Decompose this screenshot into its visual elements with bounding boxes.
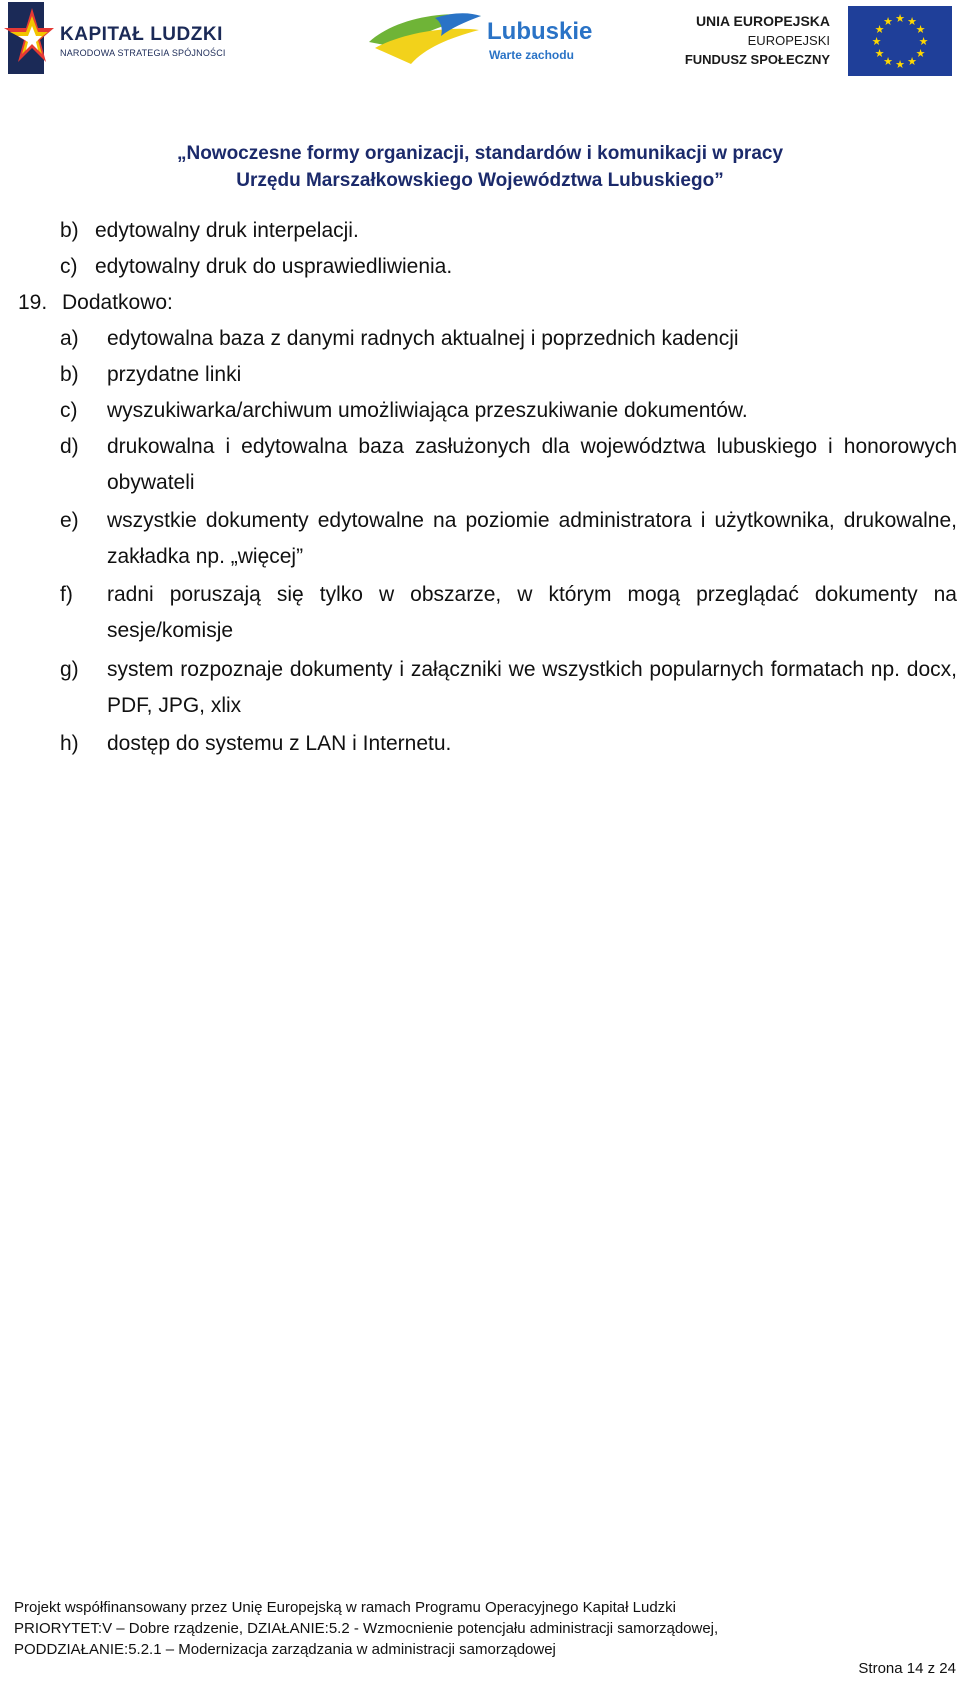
kapital-ludzki-logo [0,0,226,80]
list-marker: g) [60,658,79,681]
footer-line-2: PRIORYTET:V – Dobre rządzenie, DZIAŁANIE:5.2 - Wzmocnienie potencjału administracji samorządowej, [14,1620,719,1637]
eu-line-3: FUNDUSZ SPOŁECZNY [684,52,830,67]
page-footer [14,1597,954,1660]
svg-text:★: ★ [883,15,893,28]
list-marker: 19. [18,291,48,314]
svg-text:★: ★ [871,35,882,48]
list-text: wszystkie dokumenty edytowalne na poziomie administratora i użytkownika, drukowalne, zakładka np. „więcej” [107,509,957,568]
list-marker: f) [60,583,73,606]
eu-line-1: UNIA EUROPEJSKA [695,13,830,29]
svg-text:★: ★ [915,23,926,36]
list-text: Dodatkowo: [62,291,173,314]
list-text: edytowalny druk interpelacji. [95,219,359,242]
kapital-ludzki-subtitle: NARODOWA STRATEGIA SPÓJNOŚCI [60,48,226,58]
svg-text:★: ★ [874,23,885,36]
list-marker: c) [60,255,78,278]
svg-text:★: ★ [874,47,885,60]
list-marker: a) [60,327,79,350]
eu-text [685,12,830,69]
list-text: radni poruszają się tylko w obszarze, w którym mogą przeglądać dokumenty na sesje/komisje [107,583,957,642]
lubuskie-subtitle: Warte zachodu [489,48,574,62]
svg-text:★: ★ [895,12,905,25]
svg-text:★: ★ [907,15,917,28]
eu-line-2: EUROPEJSKI [747,33,830,48]
kapital-ludzki-star-icon [4,2,56,74]
list-marker: d) [60,435,79,458]
page-number: Strona 14 z 24 [858,1660,956,1677]
document-title [0,140,960,194]
svg-text:★: ★ [895,58,905,71]
lubuskie-swoosh-icon [365,8,485,72]
svg-text:★: ★ [918,35,929,48]
list-marker: e) [60,509,79,532]
list-text: edytowalna baza z danymi radnych aktualnej i poprzednich kadencji [107,327,739,350]
list-text: wyszukiwarka/archiwum umożliwiająca przeszukiwanie dokumentów. [107,399,748,422]
footer-line-3: PODDZIAŁANIE:5.2.1 – Modernizacja zarządzania w administracji samorządowej [14,1641,556,1658]
eu-logo [680,6,952,76]
list-text: edytowalny druk do usprawiedliwienia. [95,255,453,278]
list-marker: h) [60,732,79,755]
list-marker: c) [60,399,78,422]
footer-line-1: Projekt współfinansowany przez Unię Europejską w ramach Programu Operacyjnego Kapitał Ludzki [14,1599,676,1616]
document-title-line-2: Urzędu Marszałkowskiego Województwa Lubuskiego” [236,170,724,191]
list-text: przydatne linki [107,363,242,386]
list-marker: b) [60,219,79,242]
list-text: system rozpoznaje dokumenty i załączniki we wszystkich popularnych formatach np. docx, PDF, JPG, xlix [107,658,957,717]
eu-flag-icon [848,6,952,76]
document-title-line-1: „Nowoczesne formy organizacji, standardów i komunikacji w pracy [176,143,784,164]
svg-text:★: ★ [907,55,917,68]
list-marker: b) [60,363,79,386]
lubuskie-title: Lubuskie [487,18,593,45]
list-text: drukowalna i edytowalna baza zasłużonych dla województwa lubuskiego i honorowych obywateli [107,435,957,494]
svg-text:★: ★ [915,47,926,60]
svg-text:★: ★ [883,55,893,68]
kapital-ludzki-title: KAPITAŁ LUDZKI [60,24,223,45]
list-text: dostęp do systemu z LAN i Internetu. [107,732,452,755]
lubuskie-logo [365,6,595,76]
